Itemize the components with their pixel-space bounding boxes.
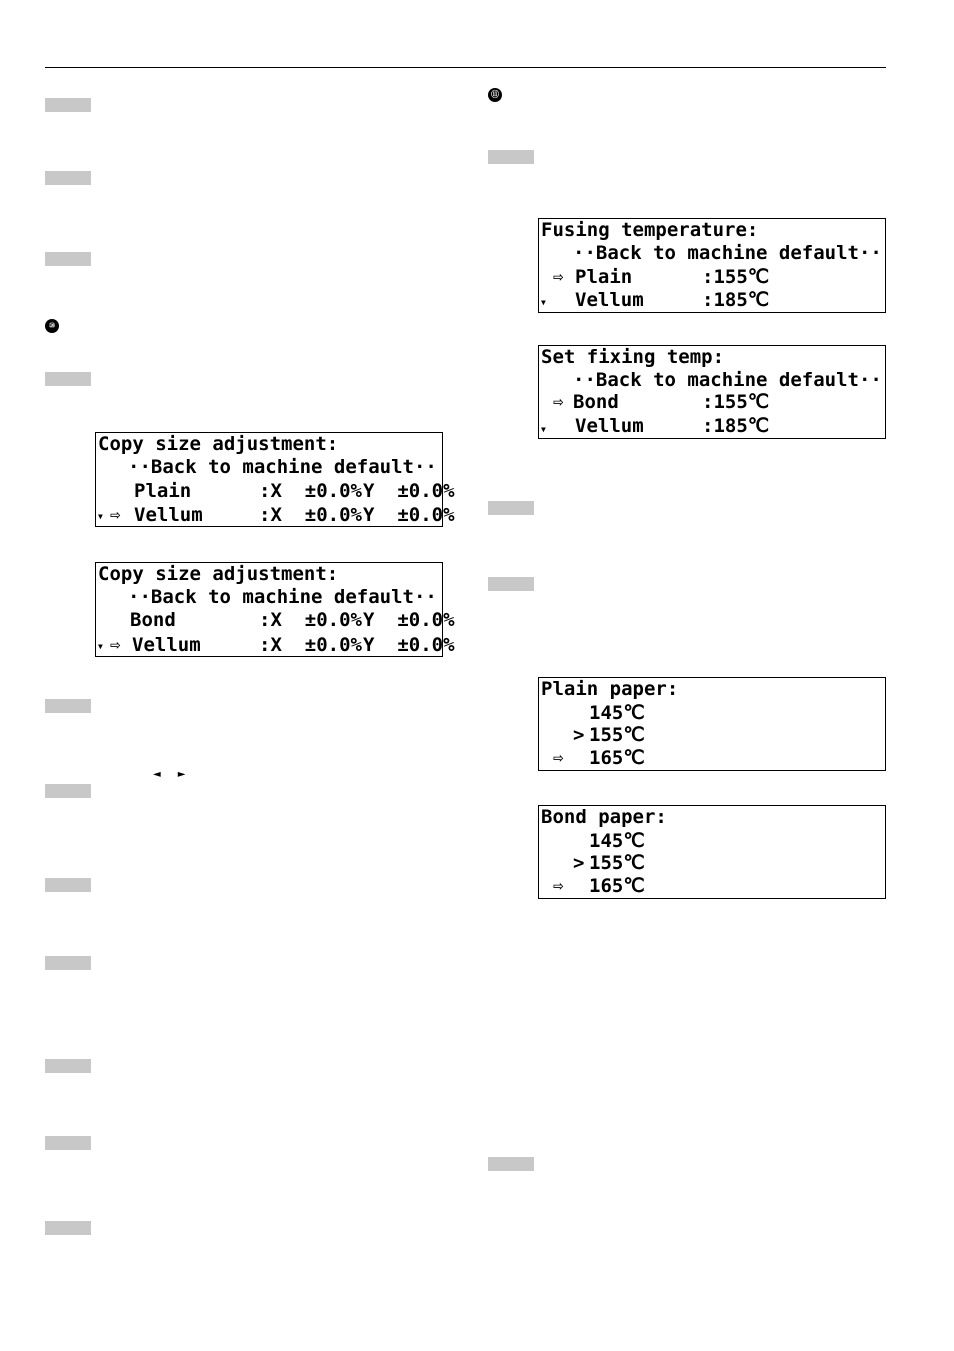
scroll-down-icon: ▼	[541, 425, 546, 434]
step-marker	[45, 784, 91, 798]
step-marker	[45, 878, 91, 892]
lcd-copy-size-bond	[95, 562, 455, 657]
lcd-option: 145℃	[589, 830, 645, 852]
lcd-option: 155℃	[589, 724, 645, 746]
lcd-option: 165℃	[589, 875, 645, 897]
step-marker	[45, 98, 91, 112]
lcd-default-line: ··Back to machine default··	[573, 369, 882, 391]
lcd-set-fixing-temp	[538, 345, 886, 439]
lcd-row-label: Plain	[134, 480, 192, 502]
step-marker	[488, 501, 534, 515]
lcd-row-label: Bond	[573, 391, 619, 413]
right-arrow-icon: ►	[177, 769, 186, 780]
lcd-copy-size-plain	[95, 432, 455, 527]
lcd-row-label: Plain	[575, 266, 633, 288]
current-setting-marker: >	[573, 724, 585, 746]
step-marker	[45, 1136, 91, 1150]
step-marker	[45, 1059, 91, 1073]
lcd-title: Plain paper:	[541, 678, 679, 700]
lcd-option: 145℃	[589, 702, 645, 724]
current-setting-marker: >	[573, 852, 585, 874]
lcd-row-y: Y ±0.0%	[363, 609, 455, 631]
section-marker-10: ⑩	[45, 319, 59, 333]
lcd-row-value: :185℃	[702, 289, 770, 311]
lcd-row-y: Y ±0.0%	[363, 480, 455, 502]
lcd-default-line: ··Back to machine default··	[128, 586, 437, 608]
lcd-title: Copy size adjustment:	[98, 563, 339, 585]
scroll-down-icon: ▼	[98, 512, 103, 521]
scroll-down-icon: ▼	[541, 298, 546, 307]
section-marker-11: ⑪	[488, 88, 502, 102]
scroll-down-icon: ▼	[98, 642, 103, 651]
step-marker	[488, 150, 534, 164]
lcd-row-label: Vellum	[575, 415, 644, 437]
lcd-row-x: :X ±0.0%	[259, 480, 362, 502]
lcd-row-x: :X ±0.0%	[259, 634, 362, 656]
lcd-bond-paper	[538, 805, 886, 899]
cursor-arrow-icon: ⇨	[110, 635, 121, 655]
lcd-default-line: ··Back to machine default··	[573, 242, 882, 264]
lcd-row-x: :X ±0.0%	[259, 504, 362, 526]
cursor-arrow-icon: ⇨	[553, 748, 564, 768]
cursor-arrow-icon: ⇨	[110, 505, 121, 525]
cursor-arrow-icon: ⇨	[553, 267, 564, 287]
lcd-default-line: ··Back to machine default··	[128, 456, 437, 478]
lcd-title: Bond paper:	[541, 806, 667, 828]
lcd-row-y: Y ±0.0%	[363, 504, 455, 526]
lcd-title: Copy size adjustment:	[98, 433, 339, 455]
lcd-row-label: Bond	[130, 609, 176, 631]
step-marker	[488, 577, 534, 591]
step-marker	[45, 956, 91, 970]
lcd-row-label: Vellum	[132, 634, 201, 656]
lcd-title: Set fixing temp:	[541, 346, 725, 368]
lcd-row-y: Y ±0.0%	[363, 634, 455, 656]
lcd-plain-paper	[538, 677, 886, 771]
lcd-row-value: :155℃	[702, 266, 770, 288]
lcd-option: 165℃	[589, 747, 645, 769]
header-rule	[45, 67, 886, 68]
cursor-arrow-icon: ⇨	[553, 392, 564, 412]
lcd-row-label: Vellum	[134, 504, 203, 526]
cursor-arrow-icon: ⇨	[553, 876, 564, 896]
lcd-title: Fusing temperature:	[541, 219, 759, 241]
lcd-row-label: Vellum	[575, 289, 644, 311]
step-marker	[488, 1157, 534, 1171]
step-marker	[45, 252, 91, 266]
lcd-row-x: :X ±0.0%	[259, 609, 362, 631]
step-marker	[45, 1221, 91, 1235]
lcd-option: 155℃	[589, 852, 645, 874]
lcd-row-value: :185℃	[702, 415, 770, 437]
lcd-row-value: :155℃	[702, 391, 770, 413]
lcd-fusing-temperature	[538, 218, 886, 313]
step-marker	[45, 372, 91, 386]
arrow-keys	[153, 769, 202, 780]
step-marker	[45, 699, 91, 713]
step-marker	[45, 171, 91, 185]
left-arrow-icon: ◄	[153, 769, 161, 780]
